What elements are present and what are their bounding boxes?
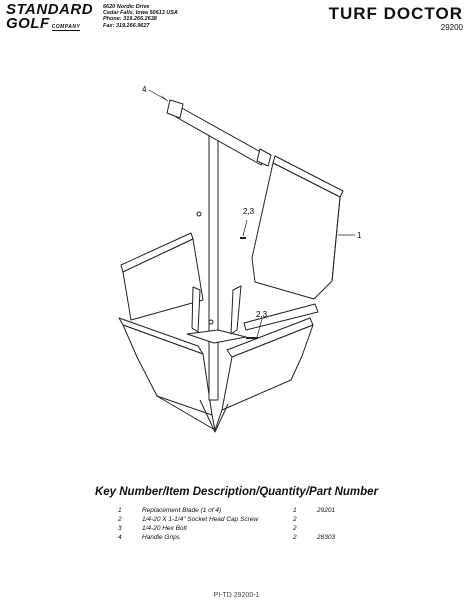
table-row bbox=[118, 525, 335, 534]
part-number bbox=[317, 525, 335, 534]
part-number bbox=[317, 516, 335, 525]
address-line: Phone: 319.266.2638 bbox=[103, 16, 157, 23]
product-title: TURF DOCTOR bbox=[328, 4, 463, 23]
logo-company: COMPANY bbox=[51, 24, 81, 30]
key-number: 4 bbox=[118, 534, 122, 542]
quantity: 2 bbox=[293, 534, 297, 542]
key-heading: Key Number/Item Description/Quantity/Part Number bbox=[94, 486, 379, 498]
part-number: 28303 bbox=[317, 534, 336, 542]
item-description: 1/4-20 X 1-1/4" Socket Head Cap Screw bbox=[142, 516, 259, 524]
table-row bbox=[118, 534, 335, 543]
product-part-number: 29200 bbox=[440, 23, 463, 32]
item-description: 1/4-20 Hex Bolt bbox=[142, 525, 187, 533]
footer-doc-id: PI-TD 29200-1 bbox=[213, 592, 260, 599]
callout-2-3-lower: 2,3 bbox=[256, 310, 268, 319]
handle-crossbar bbox=[176, 107, 266, 165]
item-description: Handle Grips bbox=[142, 534, 180, 542]
handle-grip-left bbox=[167, 100, 183, 118]
address-line: 6620 Nordic Drive bbox=[103, 4, 150, 10]
center-pole bbox=[209, 135, 218, 400]
table-row bbox=[118, 507, 335, 516]
callout-1: 1 bbox=[357, 231, 362, 240]
table-row bbox=[118, 516, 335, 525]
logo-line-1: STANDARD bbox=[6, 1, 94, 18]
address-line: Fax: 319.266.9627 bbox=[103, 22, 150, 29]
quantity: 2 bbox=[293, 516, 297, 524]
address-line: Cedar Falls, Iowa 50613 USA bbox=[103, 10, 178, 17]
parts-table bbox=[118, 507, 335, 543]
quantity: 1 bbox=[293, 507, 297, 514]
callout-2-3-upper: 2,3 bbox=[243, 207, 255, 216]
key-number: 2 bbox=[118, 516, 122, 524]
quantity: 2 bbox=[293, 525, 297, 533]
callout-4: 4 bbox=[142, 85, 147, 94]
item-description: Replacement Blade (1 of 4) bbox=[142, 507, 222, 514]
key-number: 1 bbox=[118, 507, 122, 514]
part-number: 29201 bbox=[317, 507, 336, 514]
logo-line-2: GOLF COMPANY bbox=[6, 15, 81, 32]
key-number: 3 bbox=[118, 525, 122, 533]
